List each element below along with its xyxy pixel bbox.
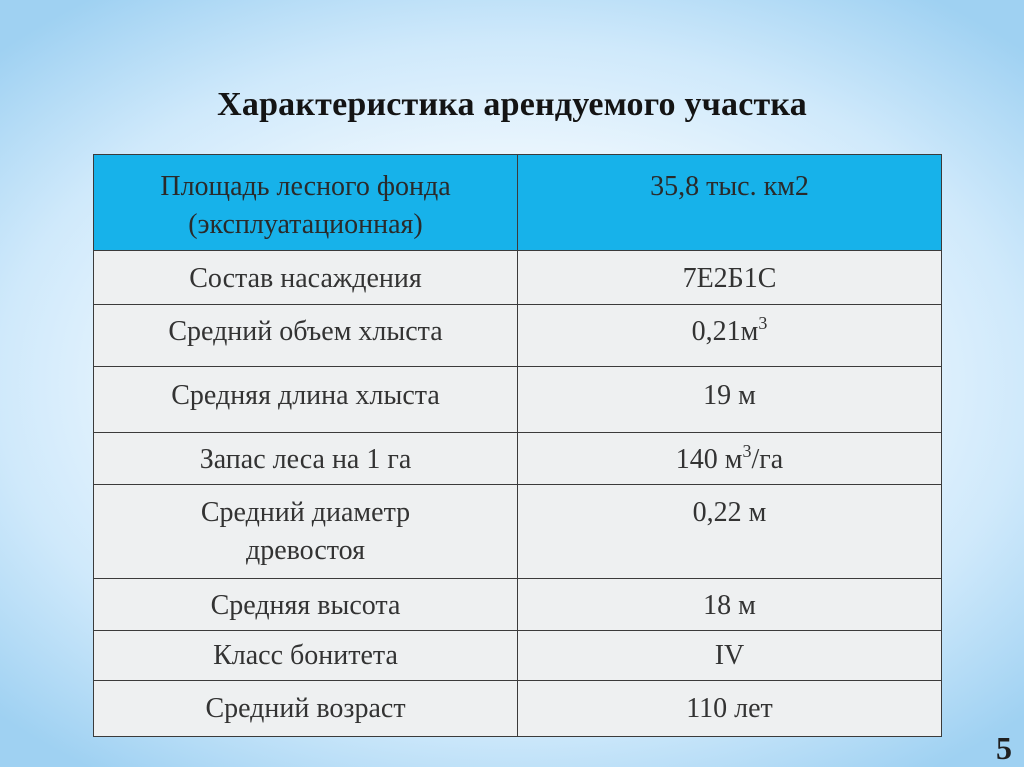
row-label: Состав насаждения [94, 251, 518, 305]
table-row [94, 681, 942, 737]
row-value-cell [518, 433, 942, 485]
row-value-superscript: 3 [742, 441, 752, 461]
row-value: 140 м [675, 444, 743, 475]
row-value-cell [518, 305, 942, 367]
row-label-cell [94, 485, 518, 579]
row-value: 0,21м [691, 316, 759, 347]
row-label: Средняя длина хлыста [94, 367, 518, 433]
row-label: Класс бонитета [94, 631, 518, 681]
table-row [94, 305, 942, 367]
page-number: 5 [996, 730, 1012, 766]
header-label-cell [94, 155, 518, 251]
row-value: IV [518, 631, 942, 681]
row-value-superscript: 3 [758, 313, 768, 333]
header-value-cell: 35,8 тыс. км2 [518, 155, 942, 251]
characteristics-table [93, 154, 942, 737]
table-row [94, 579, 942, 631]
row-label: Средний возраст [94, 681, 518, 737]
row-label: Средний объем хлыста [94, 305, 518, 367]
row-value: 110 лет [518, 681, 942, 737]
row-value: 18 м [518, 579, 942, 631]
table-row [94, 631, 942, 681]
row-label: Средняя высота [94, 579, 518, 631]
table-header-row [94, 155, 942, 251]
row-label-line1: Средний диаметр [200, 497, 411, 528]
table-row [94, 485, 942, 579]
table-row [94, 367, 942, 433]
row-value: 7Е2Б1С [518, 251, 942, 305]
header-label-line1: Площадь лесного фонда [160, 171, 451, 202]
row-value-suffix: /га [751, 444, 784, 475]
row-value: 19 м [518, 367, 942, 433]
row-value: 0,22 м [518, 485, 942, 579]
row-label-line2: древостоя [245, 535, 366, 566]
header-label-line2: (эксплуатационная) [188, 209, 423, 240]
slide-title: Характеристика арендуемого участка [217, 86, 807, 123]
row-label: Запас леса на 1 га [94, 433, 518, 485]
table-row [94, 433, 942, 485]
table-row [94, 251, 942, 305]
